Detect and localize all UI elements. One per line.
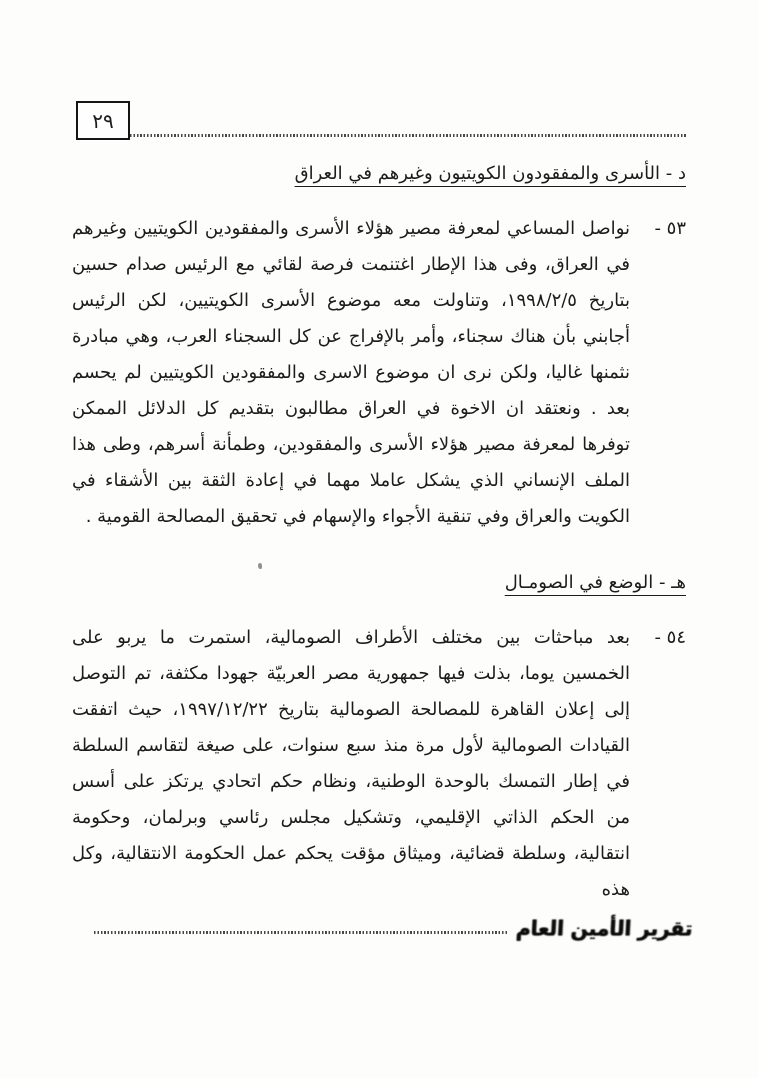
scan-speck xyxy=(258,563,262,569)
page-header xyxy=(76,101,686,140)
page-footer xyxy=(94,916,692,940)
page-number-box xyxy=(76,101,130,140)
footer-stamp: تقرير الأمين العام xyxy=(514,915,693,941)
section-somalia xyxy=(72,572,686,908)
section-heading-somalia: هـ - الوضع في الصومـال xyxy=(504,572,686,593)
footer-dotted-rule xyxy=(94,931,508,934)
paragraph-number: ٥٤ - xyxy=(654,627,686,648)
header-dotted-rule xyxy=(130,134,686,137)
document-body xyxy=(72,163,686,945)
numbered-paragraph-54 xyxy=(72,620,686,908)
page-number: ٢٩ xyxy=(92,108,114,133)
numbered-paragraph-53 xyxy=(72,211,686,535)
section-prisoners-iraq xyxy=(72,163,686,535)
section-heading-iraq: د - الأسرى والمفقودون الكويتيون وغيرهم في العراق xyxy=(294,163,686,184)
paragraph-number: ٥٣ - xyxy=(654,218,686,239)
paragraph-text: بعد مباحثات بين مختلف الأطراف الصومالية، استمرت ما يربو على الخمسين يوما، بذلت فيها جمهورية مصر العربيّة جهودا مكثفة، تم التوصل إلى إعلان القاهرة للمصالحة الصومالية بتاريخ ١٩٩٧/١٢/٢٢، حيث اتفقت القيادات الصومالية لأول مرة منذ سبع سنوات، على صيغة لتقاسم السلطة في إطار التمسك بالوحدة الوطنية، ونظام حكم اتحادي يرتكز على أسس من الحكم الذاتي الإقليمي، وتشكيل مجلس رئاسي وبرلمان، وحكومة انتقالية، وسلطة قضائية، وميثاق مؤقت يحكم عمل الحكومة الانتقالية، وكل هذه xyxy=(72,627,630,900)
paragraph-text: نواصل المساعي لمعرفة مصير هؤلاء الأسرى والمفقودين الكويتيين وغيرهم في العراق، وفى هذا الإطار اغتنمت فرصة لقائي مع الرئيس صدام حسين بتاريخ ١٩٩٨/٢/٥، وتناولت معه موضوع الأسرى الكويتيين، لكن الرئيس أجابني بأن هناك سجناء، وأمر بالإفراج عن كل السجناء العرب، وهي مبادرة نثمنها غاليا، ولكن نرى ان موضوع الاسرى والمفقودين الكويتيين لم يحسم بعد . ونعتقد ان الاخوة في العراق مطالبون بتقديم كل الدلائل الممكن توفرها لمعرفة مصير هؤلاء الأسرى والمفقودين، وطمأنة أسرهم، وطى هذا الملف الإنساني الذي يشكل عاملا مهما في إعادة الثقة بين الأشقاء في الكويت والعراق وفي تنقية الأجواء والإسهام في تحقيق المصالحة القومية . xyxy=(72,218,630,527)
